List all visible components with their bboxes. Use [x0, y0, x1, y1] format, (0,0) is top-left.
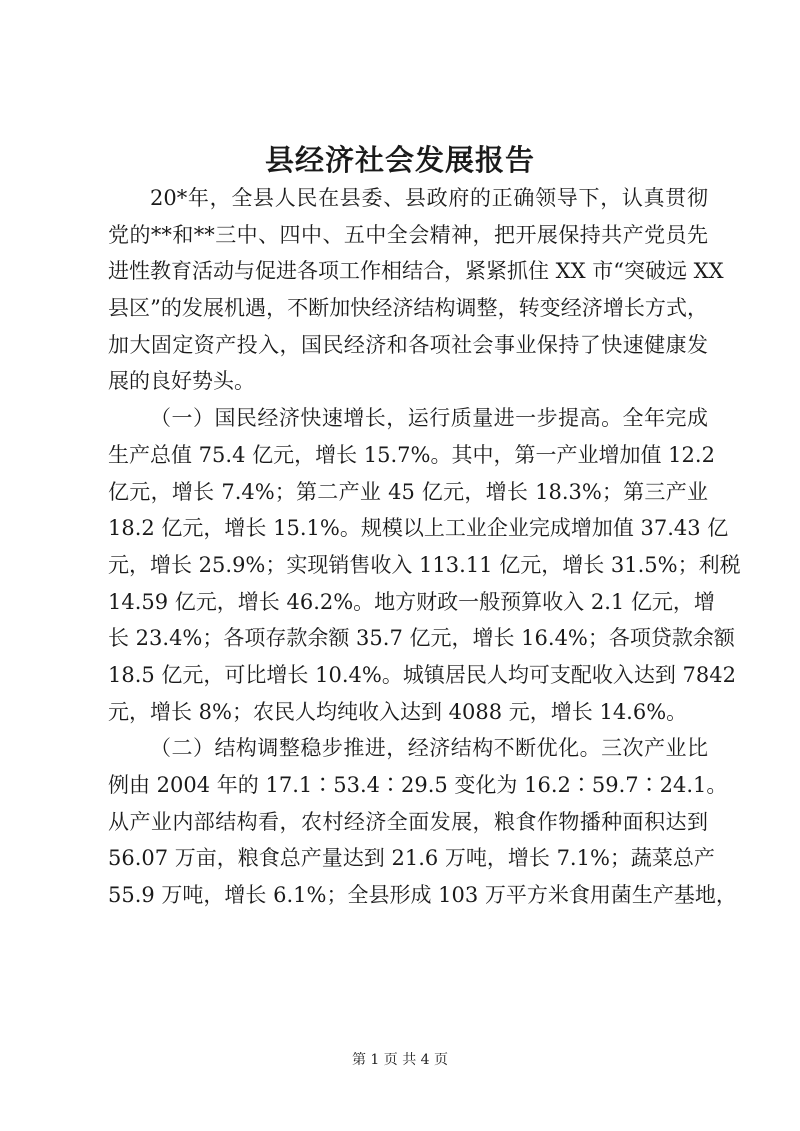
- text-line: （二）结构调整稳步推进，经济结构不断优化。三次产业比: [150, 736, 708, 761]
- text-line: 县区”的发展机遇，不断加快经济结构调整，转变经济增长方式，: [108, 296, 708, 321]
- text-line: 党的**和**三中、四中、五中全会精神，把开展保持共产党员先: [108, 222, 708, 247]
- text-line: 亿元，增长 7.4%；第二产业 45 亿元，增长 18.3%；第三产业: [108, 479, 708, 504]
- text-line: 20*年，全县人民在县委、县政府的正确领导下，认真贯彻: [150, 186, 708, 210]
- text-line: 展的良好势头。: [108, 369, 255, 394]
- text-line: 56.07 万亩，粮食总产量达到 21.6 万吨，增长 7.1%；蔬菜总产: [108, 846, 715, 871]
- text-line: 55.9 万吨，增长 6.1%；全县形成 103 万平方米食用菌生产基地，: [108, 883, 737, 908]
- document-body: [108, 180, 741, 914]
- paragraph-intro: [108, 180, 724, 400]
- paragraph-structure-adjustment: [108, 730, 737, 913]
- paragraph-economy-growth: [108, 400, 741, 730]
- text-line: 18.5 亿元，可比增长 10.4%。城镇居民人均可支配收入达到 7842: [108, 662, 736, 687]
- text-line: 进性教育活动与促进各项工作相结合，紧紧抓住 XX 市“突破远 XX: [108, 259, 724, 284]
- page-footer: 第 1 页 共 4 页: [351, 1052, 449, 1068]
- text-line: 加大固定资产投入，国民经济和各项社会事业保持了快速健康发: [108, 332, 708, 357]
- text-line: 例由 2004 年的 17.1∶53.4∶29.5 变化为 16.2∶59.7∶24.1。: [108, 773, 728, 797]
- text-line: 元，增长 8%；农民人均纯收入达到 4088 元，增长 14.6%。: [108, 699, 688, 724]
- text-line: （一）国民经济快速增长，运行质量进一步提高。全年完成: [150, 406, 708, 431]
- text-line: 生产总值 75.4 亿元，增长 15.7%。其中，第一产业增加值 12.2: [108, 442, 715, 467]
- document-title: 县经济社会发展报告: [264, 143, 535, 177]
- text-line: 长 23.4%；各项存款余额 35.7 亿元，增长 16.4%；各项贷款余额: [108, 626, 735, 651]
- text-line: 从产业内部结构看，农村经济全面发展，粮食作物播种面积达到: [108, 809, 708, 834]
- text-line: 元，增长 25.9%；实现销售收入 113.11 亿元，增长 31.5%；利税: [108, 552, 741, 577]
- text-line: 18.2 亿元，增长 15.1%。规模以上工业企业完成增加值 37.43 亿: [108, 516, 729, 541]
- text-line: 14.59 亿元，增长 46.2%。地方财政一般预算收入 2.1 亿元，增: [108, 589, 715, 614]
